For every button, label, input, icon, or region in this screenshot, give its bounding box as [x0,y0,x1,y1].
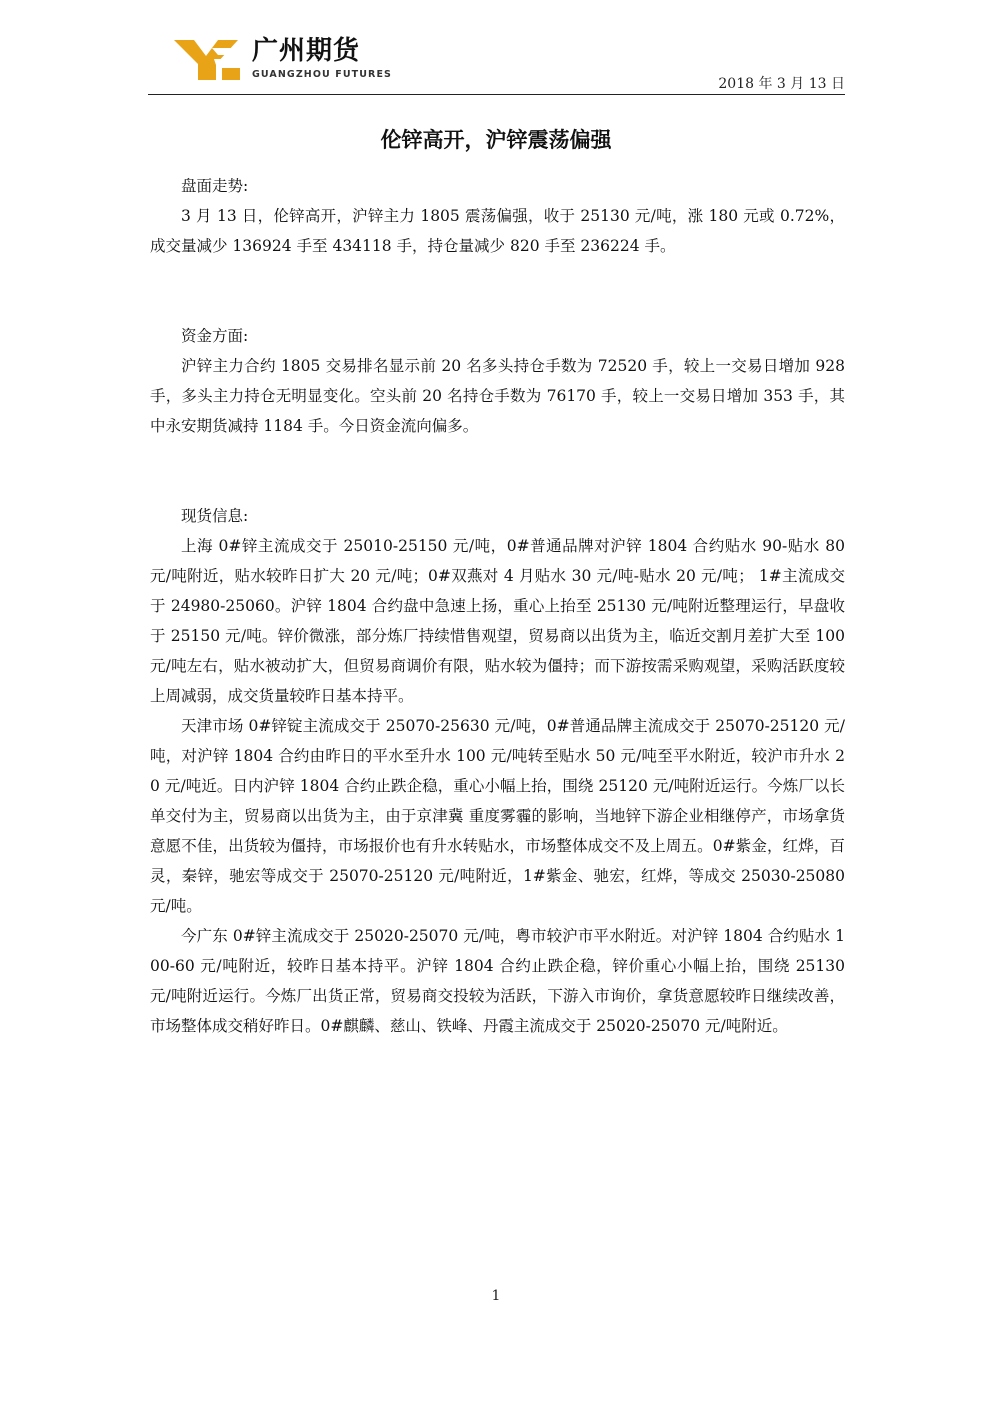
page-header [148,28,845,95]
logo-chinese-name: 广州期货 [252,36,361,66]
spacer [150,261,845,321]
spacer [150,441,845,501]
paragraph-funds: 沪锌主力合约 1805 交易排名显示前 20 名多头持仓手数为 72520 手，较上一交易日增加 928 手，多头主力持仓无明显变化。空头前 20 名持仓手数为 76170 手，较上一交易日增加 353 手，其中永安期货减持 1184 手。今日资金流向偏多。 [150,357,845,435]
paragraph-spot-tianjin: 天津市场 0#锌锭主流成交于 25070-25630 元/吨，0#普通品牌主流成交于 25070-25120 元/吨，对沪锌 1804 合约由昨日的平水至升水 100 元/吨转至贴水 50 元/吨至平水附近，较沪市升水 20 元/吨近。日内沪锌 1804 合约止跌企稳，重心小幅上抬，围绕 25120 元/吨附近运行。今炼厂以长单交付为主，贸易商以出货为主，由于京津冀 重度雾霾的影响，当地锌下游企业相继停产，市场拿货意愿不佳，出货较为僵持，市场报价也有升水转贴水，市场整体成交不及上周五。0#紫金，红烨，百灵，秦锌，驰宏等成交于 25070-25120 元/吨附近，1#紫金、驰宏，红烨，等成交 25030-25080 元/吨。 [150,717,845,915]
guangzhou-futures-logo-icon [172,38,242,82]
section-heading-funds: 资金方面: [181,327,249,345]
logo-english-name: GUANGZHOU FUTURES [252,69,393,80]
paragraph-spot-shanghai: 上海 0#锌主流成交于 25010-25150 元/吨，0#普通品牌对沪锌 1804 合约贴水 90-贴水 80 元/吨附近，贴水较昨日扩大 20 元/吨；0#双燕对 4 月贴水 30 元/吨-贴水 20 元/吨； 1#主流成交于 24980-25060。沪锌 1804 合约盘中急速上扬，重心上抬至 25130 元/吨附近整理运行，早盘收于 25150 元/吨。锌价微涨，部分炼厂持续惜售观望，贸易商以出货为主，临近交割月差扩大至 100 元/吨左右，贴水被动扩大，但贸易商调价有限，贴水较为僵持；而下游按需采购观望，采购活跃度较上周减弱，成交货量较昨日基本持平。 [150,537,845,705]
paragraph-spot-guangdong: 今广东 0#锌主流成交于 25020-25070 元/吨，粤市较沪市平水附近。对沪锌 1804 合约贴水 100-60 元/吨附近，较昨日基本持平。沪锌 1804 合约止跌企稳，锌价重心小幅上抬，围绕 25130 元/吨附近运行。今炼厂出货正常，贸易商交投较为活跃，下游入市询价，拿货意愿较昨日继续改善，市场整体成交稍好昨日。0#麒麟、慈山、铁峰、丹霞主流成交于 25020-25070 元/吨附近。 [150,927,845,1035]
document-date: 2018 年 3 月 13 日 [718,76,845,92]
paragraph-market: 3 月 13 日，伦锌高开，沪锌主力 1805 震荡偏强，收于 25130 元/吨，涨 180 元或 0.72%，成交量减少 136924 手至 434118 手，持仓量减少 820 手至 236224 手。 [150,207,845,255]
page-number: 1 [491,1288,501,1304]
document-title: 伦锌高开，沪锌震荡偏强 [380,128,612,152]
section-heading-market: 盘面走势: [181,177,249,195]
document-body [150,171,845,1041]
section-heading-spot: 现货信息: [181,507,249,525]
